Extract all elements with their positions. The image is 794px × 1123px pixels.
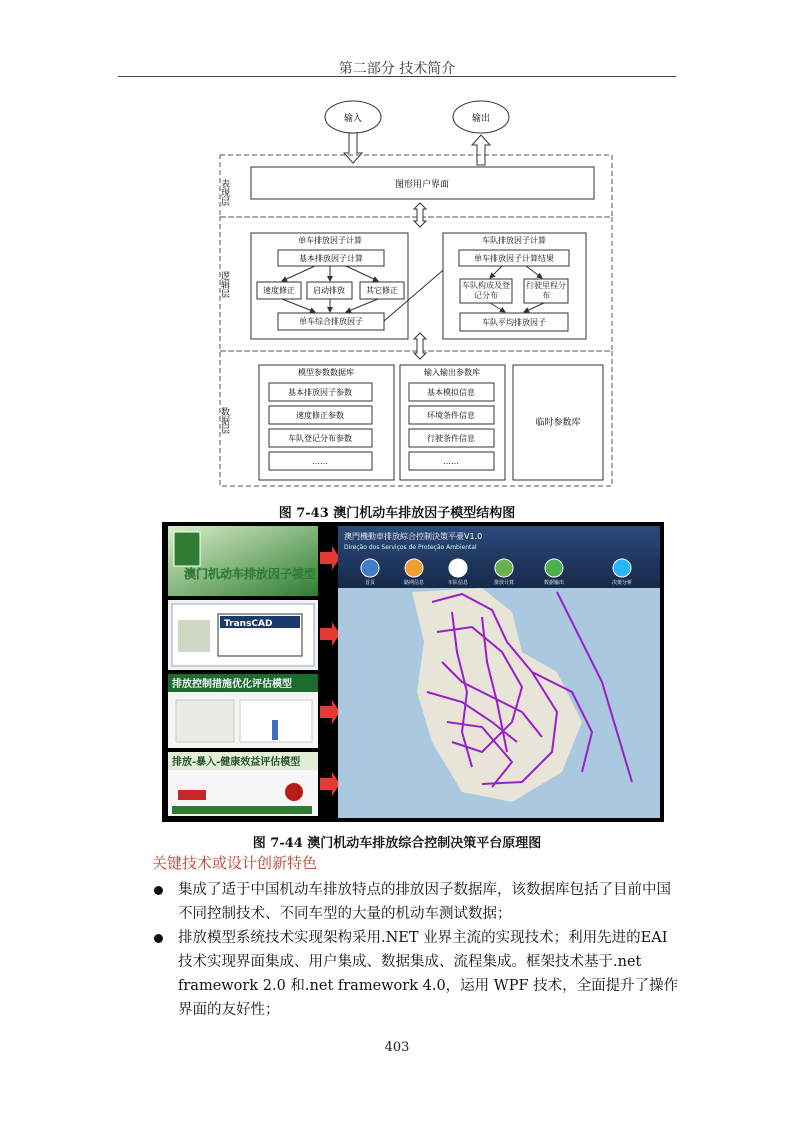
header-rule (118, 76, 676, 77)
road-icon (405, 559, 423, 577)
transcad-label: TransCAD (224, 619, 273, 629)
svg-text:决策分析: 决策分析 (611, 580, 633, 586)
robot-icon (178, 620, 210, 652)
architecture-diagram (210, 95, 620, 490)
input-arrow-icon (344, 133, 362, 163)
model-db-title: 模型参数数据库 (298, 368, 354, 377)
eval-title: 排放控制措施优化评估模型 (172, 679, 292, 690)
figure-caption-2: 图 7-44 澳门机动车排放综合控制决策平台原理图 (252, 836, 542, 851)
bullet-icon (154, 934, 163, 943)
svg-text:数据输出: 数据输出 (543, 580, 565, 586)
arrow-right-icon (320, 622, 340, 646)
bullet-icon (154, 886, 163, 895)
single-combined: 单车综合排放因子 (299, 317, 363, 326)
home-icon (361, 559, 379, 577)
leaf-logo-icon (174, 532, 200, 566)
io-db-title: 输入输出参数库 (424, 368, 480, 377)
app-title: 澳門機動車排放綜合控制決策平臺V1.0 (344, 532, 483, 541)
fleet-result: 单车排放因子计算结果 (474, 254, 554, 263)
temp-db-label: 临时参数库 (535, 418, 581, 428)
fleet-average: 车队平均排放因子 (482, 318, 546, 327)
double-arrow-icon (414, 203, 426, 227)
svg-text:……: …… (443, 457, 459, 466)
car-icon (178, 790, 206, 800)
svg-text:车队信息: 车队信息 (447, 580, 469, 586)
fleet-mileage: 行驶里程分布 (526, 281, 566, 300)
gui-label: 图形用户界面 (394, 180, 450, 190)
svg-text:排放计算: 排放计算 (493, 580, 515, 586)
page-header: 第二部分 技术简介 (338, 61, 456, 77)
svg-text:……: …… (312, 457, 328, 466)
svg-text:行驶条件信息: 行驶条件信息 (427, 434, 475, 443)
double-arrow-icon (414, 333, 426, 359)
figure-caption-1: 图 7-43 澳门机动车排放因子模型结构图 (278, 506, 516, 521)
svg-text:基本排放因子参数: 基本排放因子参数 (288, 388, 352, 397)
svg-text:速度修正参数: 速度修正参数 (296, 411, 344, 420)
single-start: 启动排放 (313, 286, 345, 295)
list-item: 集成了适于中国机动车排放特点的排放因子数据库，该数据库包括了目前中国不同控制技术、不同车型的大量的机动车测试数据； (152, 878, 682, 926)
calc-icon (495, 559, 513, 577)
svg-text:车队登记分布参数: 车队登记分布参数 (288, 434, 352, 443)
arrow-right-icon (320, 772, 340, 796)
health-title: 排放-暴入-健康效益评估模型 (172, 757, 301, 768)
platform-figure (162, 522, 664, 822)
svg-text:环境条件信息: 环境条件信息 (427, 411, 475, 420)
arrow-right-icon (320, 700, 340, 724)
fleet-calc-title: 车队排放因子计算 (482, 236, 546, 245)
output-arrow-icon (472, 135, 490, 165)
bar-mark (272, 720, 278, 740)
svg-text:路网信息: 路网信息 (403, 580, 425, 586)
svg-text:首页: 首页 (364, 580, 376, 586)
fleet-composition: 车队构成及登记分布 (462, 281, 510, 300)
health-icon (285, 783, 303, 801)
app-subtitle: Direção dos Serviços de Proteção Ambiental (344, 544, 477, 551)
bullet-list (152, 878, 682, 1022)
output-icon (545, 559, 563, 577)
single-calc-title: 单车排放因子计算 (298, 236, 362, 245)
single-speed: 速度修正 (263, 286, 295, 295)
output-label: 输出 (471, 114, 491, 124)
section-title: 关键技术或设计创新特色 (152, 854, 318, 872)
input-label: 输入 (343, 114, 363, 124)
page-number: 403 (384, 1040, 410, 1055)
decision-icon (613, 559, 631, 577)
single-basic: 基本排放因子计算 (299, 254, 363, 263)
list-item: 排放模型系统技术实现架构采用.NET 业界主流的实现技术；利用先进的EAI 技术实现界面集成、用户集成、数据集成、流程集成。框架技术基于.net framework 2.0 和.net framework 4.0，运用 WPF 技术，全面提升了操作界面的友好性； (152, 926, 682, 1022)
arrow-right-icon (320, 546, 340, 570)
single-other: 其它修正 (366, 286, 398, 295)
model-title: 澳门机动车排放因子模型 (184, 567, 317, 581)
svg-text:基本模拟信息: 基本模拟信息 (427, 388, 475, 397)
layer-label-data: 数据层 (219, 407, 229, 434)
layer-label-presentation: 表现层 (219, 179, 229, 206)
layer-label-logic: 逻辑层 (219, 271, 229, 298)
fleet-icon (449, 559, 467, 577)
